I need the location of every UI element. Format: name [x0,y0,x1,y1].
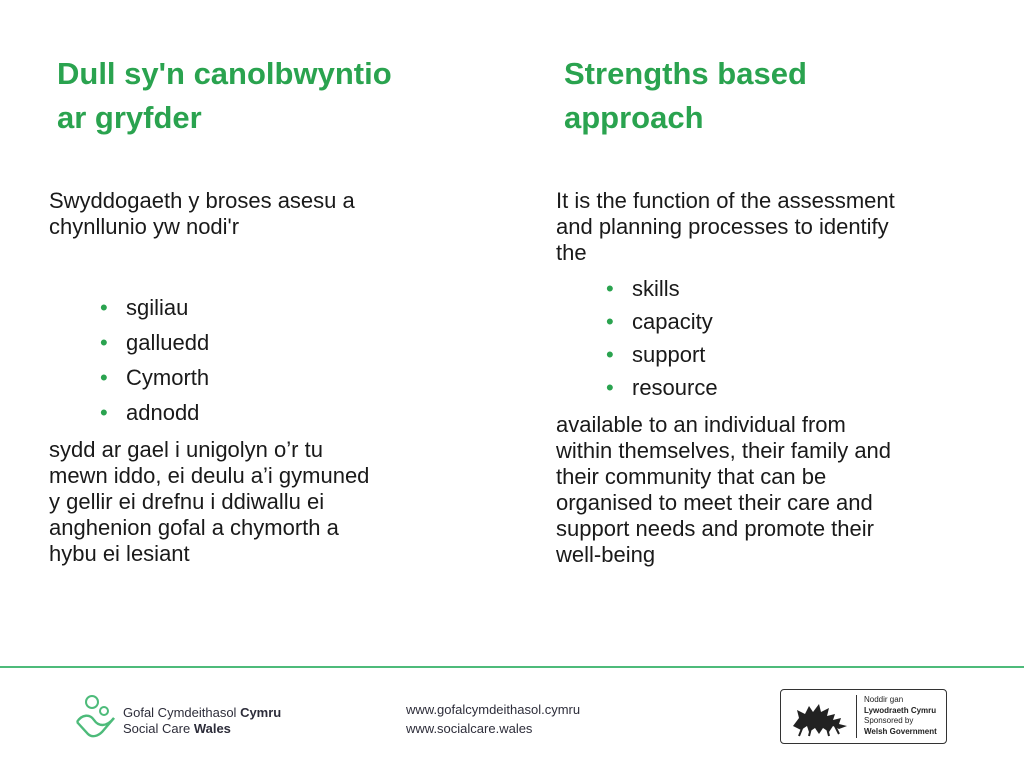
list-item-label: sgiliau [126,295,189,320]
list-item [100,360,209,395]
list-item-label: resource [632,375,718,400]
bullet-icon: • [606,276,614,301]
logo-text-welsh [123,705,281,720]
list-item-label: adnodd [126,400,200,425]
bullet-icon: • [606,342,614,367]
footer-urls [406,700,580,738]
right-title [564,52,984,140]
left-intro-line: Swyddogaeth y broses asesu a [49,188,355,213]
right-intro-line: It is the function of the assessment [556,188,895,213]
right-bullet-list [606,272,718,404]
left-title-line2: ar gryfder [57,100,202,135]
url-english-link[interactable]: www.socialcare.wales [406,721,533,736]
sponsor-text-line: Noddir gan [864,695,904,704]
left-outro-line: hybu ei lesiant [49,541,190,566]
bullet-icon: • [606,375,614,400]
list-item [606,272,718,305]
right-outro-line: well-being [556,542,656,567]
url-welsh-link[interactable]: www.gofalcymdeithasol.cymru [406,702,581,717]
list-item-label: Cymorth [126,365,210,390]
right-outro-line: their community that can be [556,464,827,489]
list-item [100,395,209,430]
list-item-label: skills [632,276,680,301]
bullet-icon: • [100,330,108,355]
left-intro-line: chynllunio yw nodi'r [49,214,240,239]
welsh-government-sponsor-badge [780,689,947,744]
right-outro-text [556,412,976,568]
logo-text-part: Gofal Cymdeithasol [123,705,241,720]
left-intro-text [49,188,449,240]
sponsor-divider [856,695,857,738]
left-bullet-list [100,290,209,430]
bullet-icon: • [100,400,108,425]
left-title [57,52,477,140]
list-item-label: galluedd [126,330,210,355]
list-item-label: support [632,342,706,367]
care-figures-logo-icon [74,694,118,740]
social-care-wales-logo [74,694,304,740]
sponsor-text [864,695,937,737]
right-intro-text [556,188,976,266]
right-title-line2: approach [564,100,704,135]
list-item-label: capacity [632,309,713,334]
list-item [606,338,718,371]
left-outro-text [49,437,449,567]
footer-divider [0,666,1024,668]
sponsor-text-line: Sponsored by [864,716,914,725]
left-outro-line: mewn iddo, ei deulu a’i gymuned [49,463,370,488]
left-outro-line: anghenion gofal a chymorth a [49,515,339,540]
logo-text-part: Wales [193,721,231,736]
list-item [606,305,718,338]
bullet-icon: • [606,309,614,334]
bullet-icon: • [100,365,108,390]
right-intro-line: the [556,240,587,265]
sponsor-text-line: Lywodraeth Cymru [864,705,937,715]
logo-text-part: Social Care [123,721,194,736]
list-item [100,290,209,325]
left-outro-line: y gellir ei drefnu i ddiwallu ei [49,489,325,514]
right-outro-line: organised to meet their care and [556,490,873,515]
right-intro-line: and planning processes to identify [556,214,889,239]
left-title-line1: Dull sy'n canolbwyntio [57,56,392,91]
list-item [606,371,718,404]
logo-text-part: Cymru [240,705,282,720]
left-outro-line: sydd ar gael i unigolyn o’r tu [49,437,323,462]
welsh-dragon-icon [789,696,851,738]
right-title-line1: Strengths based [564,56,807,91]
sponsor-text-line: Welsh Government [864,726,937,736]
logo-text-english [123,721,231,736]
right-outro-line: within themselves, their family and [556,438,892,463]
list-item [100,325,209,360]
right-outro-line: support needs and promote their [556,516,874,541]
right-outro-line: available to an individual from [556,412,846,437]
bullet-icon: • [100,295,108,320]
